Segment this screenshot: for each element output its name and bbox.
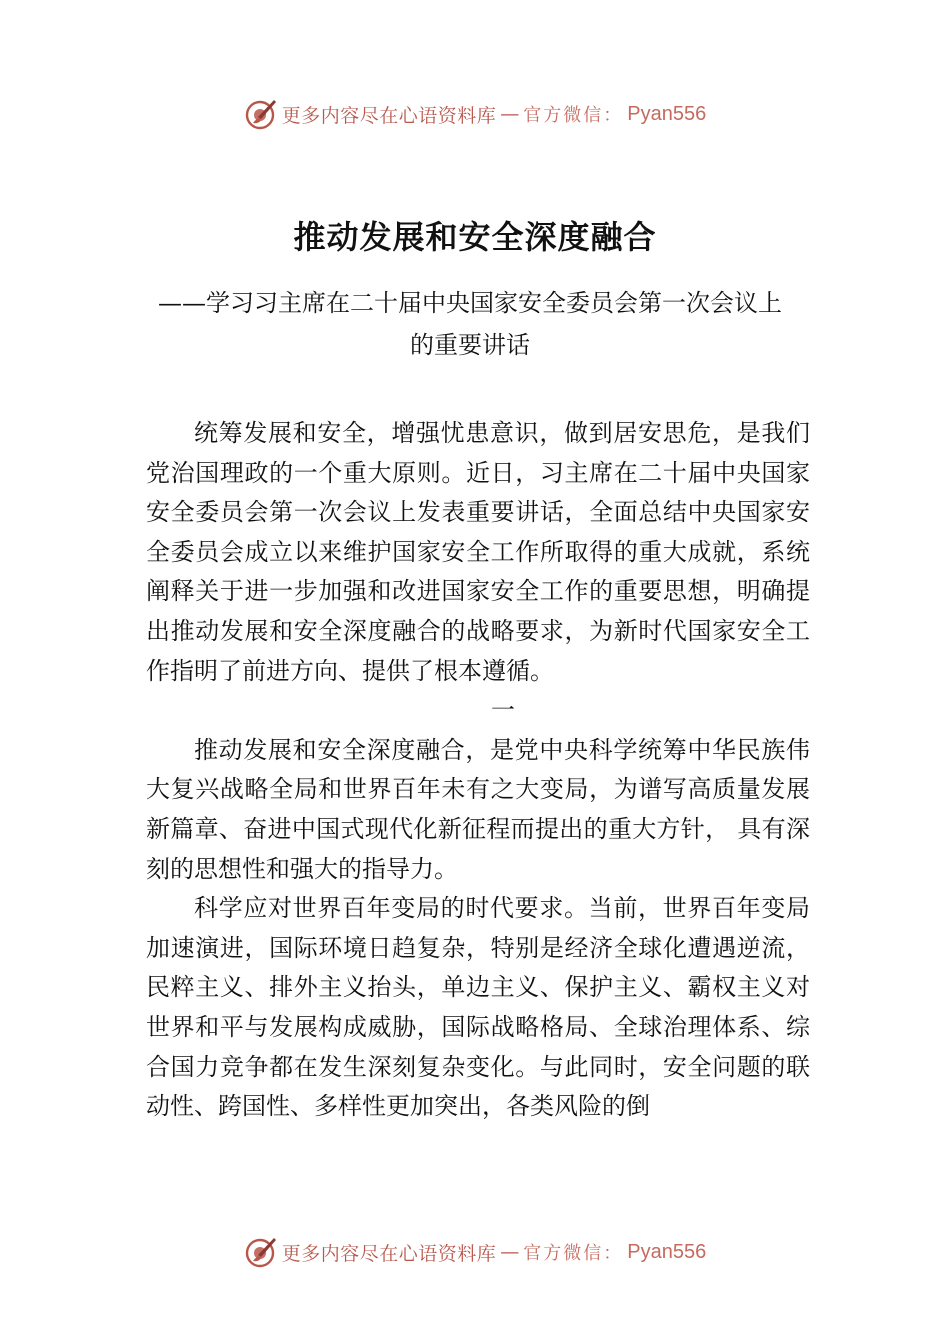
- paragraph-section-lead: 推动发展和安全深度融合，是党中央科学统筹中华民族伟大复兴战略全局和世界百年未有之大变局，为谱写高质量发展新篇章、奋进中国式现代化新征程而提出的重大方针， 具有深刻的思想性和强大的指导力。: [146, 735, 810, 883]
- watermark-dash: —: [500, 1241, 520, 1263]
- document-subtitle: ——学习习主席在二十届中央国家安全委员会第一次会议上的重要讲话: [158, 289, 782, 359]
- watermark-wechat-label: 官方微信：: [523, 1243, 624, 1264]
- document-body: [146, 414, 810, 1127]
- document-title: 推动发展和安全深度融合: [293, 218, 657, 256]
- watermark-wechat-label: 官方微信：: [523, 105, 624, 126]
- footer-watermark: [0, 1232, 950, 1272]
- watermark-dash: —: [500, 103, 520, 125]
- brush-logo-icon: [244, 97, 278, 131]
- section-number: 一: [491, 696, 515, 725]
- watermark-text: 更多内容尽在心语资料库: [281, 104, 497, 127]
- watermark-wechat-id: Pyan556: [627, 1240, 707, 1263]
- paragraph-world-change: 科学应对世界百年变局的时代要求。当前，世界百年变局加速演进，国际环境日趋复杂，特别是经济全球化遭遇逆流，民粹主义、排外主义抬头，单边主义、保护主义、霸权主义对世界和平与发展构成威胁，国际战略格局、全球治理体系、综合国力竞争都在发生深刻复杂变化。与此同时，安全问题的联动性、跨国性、多样性更加突出，各类风险的倒: [146, 894, 810, 1121]
- paragraph-intro: 统筹发展和安全，增强忧患意识，做到居安思危，是我们党治国理政的一个重大原则。近日，习主席在二十届中央国家安全委员会第一次会议上发表重要讲话，全面总结中央国家安全委员会成立以来维护国家安全工作所取得的重大成就，系统阐释关于进一步加强和改进国家安全工作的重要思想，明确提出推动发展和安全深度融合的战略要求，为新时代国家安全工作指明了前进方向、提供了根本遵循。: [146, 419, 810, 685]
- brush-logo-icon: [244, 1235, 278, 1269]
- watermark-text: 更多内容尽在心语资料库: [281, 1242, 497, 1265]
- header-watermark: [0, 94, 950, 134]
- watermark-wechat-id: Pyan556: [627, 102, 707, 125]
